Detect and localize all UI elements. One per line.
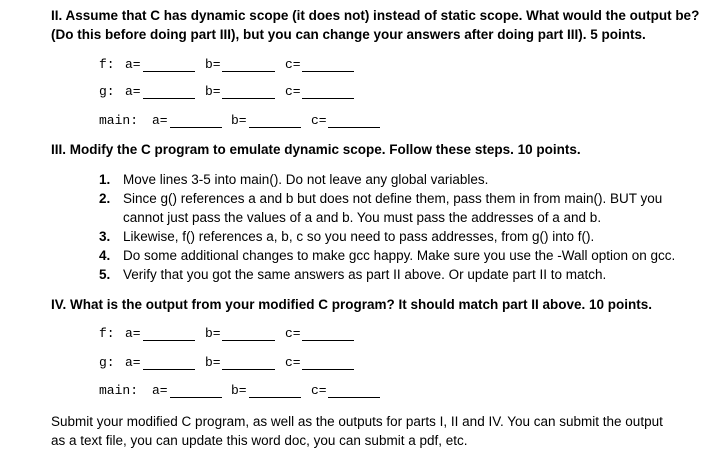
- var-a-label: a=: [125, 57, 141, 72]
- func-label: f:: [99, 326, 115, 341]
- submit-instructions-line2: as a text file, you can update this word doc, you can submit a pdf, etc.: [51, 433, 468, 448]
- answer-blank-c[interactable]: [302, 369, 354, 370]
- step-number: 4.: [99, 248, 111, 263]
- answer-blank-b[interactable]: [249, 397, 301, 398]
- answer-blank-a[interactable]: [143, 71, 195, 72]
- var-c-label: c=: [285, 57, 301, 72]
- var-a-label: a=: [152, 113, 168, 128]
- var-b-label: b=: [205, 57, 221, 72]
- var-b-label: b=: [205, 84, 221, 99]
- step-text-continued: cannot just pass the values of a and b. You must pass the addresses of a and b.: [123, 210, 602, 225]
- func-label: main:: [99, 113, 139, 128]
- var-c-label: c=: [285, 84, 301, 99]
- var-b-label: b=: [205, 326, 221, 341]
- part3-steps-list: [99, 170, 675, 284]
- answer-blank-a[interactable]: [143, 340, 195, 341]
- answer-blank-b[interactable]: [222, 340, 275, 341]
- list-item: [99, 189, 675, 227]
- answer-blank-a[interactable]: [143, 98, 195, 99]
- step-number: 1.: [99, 172, 111, 187]
- var-c-label: c=: [285, 355, 301, 370]
- var-b-label: b=: [205, 355, 221, 370]
- var-a-label: a=: [125, 326, 141, 341]
- part2-heading-line1: II. Assume that C has dynamic scope (it does not) instead of static scope. What would the output be?: [51, 8, 700, 23]
- list-item: [99, 265, 675, 284]
- answer-blank-c[interactable]: [328, 397, 380, 398]
- var-c-label: c=: [311, 113, 327, 128]
- part4-heading: IV. What is the output from your modified C program? It should match part II above. 10 points.: [51, 297, 653, 312]
- answer-blank-b[interactable]: [249, 127, 301, 128]
- var-c-label: c=: [285, 326, 301, 341]
- submit-instructions-line1: Submit your modified C program, as well as the outputs for parts I, II and IV. You can submit the output: [51, 414, 663, 429]
- var-b-label: b=: [231, 383, 247, 398]
- var-b-label: b=: [231, 113, 247, 128]
- answer-blank-a[interactable]: [170, 127, 222, 128]
- func-label: f:: [99, 57, 115, 72]
- answer-blank-b[interactable]: [222, 98, 275, 99]
- step-text: Since g() references a and b but does not define them, pass them in from main(). BUT you: [123, 191, 663, 206]
- answer-blank-b[interactable]: [222, 71, 275, 72]
- answer-blank-c[interactable]: [302, 340, 354, 341]
- step-number: 3.: [99, 229, 111, 244]
- var-c-label: c=: [311, 383, 327, 398]
- answer-blank-c[interactable]: [328, 127, 380, 128]
- answer-blank-a[interactable]: [143, 369, 195, 370]
- answer-blank-c[interactable]: [302, 98, 354, 99]
- func-label: main:: [99, 383, 139, 398]
- var-a-label: a=: [125, 355, 141, 370]
- step-number: 5.: [99, 267, 111, 282]
- step-text: Likewise, f() references a, b, c so you need to pass addresses, from g() into f().: [123, 229, 595, 244]
- step-text: Do some additional changes to make gcc happy. Make sure you use the -Wall option on gcc.: [123, 248, 676, 263]
- answer-blank-a[interactable]: [170, 397, 222, 398]
- list-item: [99, 170, 675, 189]
- step-number: 2.: [99, 191, 111, 206]
- step-text: Move lines 3-5 into main(). Do not leave any global variables.: [123, 172, 489, 187]
- part2-heading-line2: (Do this before doing part III), but you can change your answers after doing part III). 5 points.: [51, 27, 646, 42]
- var-a-label: a=: [125, 84, 141, 99]
- var-a-label: a=: [152, 383, 168, 398]
- part3-heading: III. Modify the C program to emulate dynamic scope. Follow these steps. 10 points.: [51, 142, 581, 157]
- step-text: Verify that you got the same answers as part II above. Or update part II to match.: [123, 267, 607, 282]
- answer-blank-b[interactable]: [222, 369, 275, 370]
- list-item: [99, 227, 675, 246]
- func-label: g:: [99, 84, 115, 99]
- answer-blank-c[interactable]: [302, 71, 354, 72]
- list-item: [99, 246, 675, 265]
- func-label: g:: [99, 355, 115, 370]
